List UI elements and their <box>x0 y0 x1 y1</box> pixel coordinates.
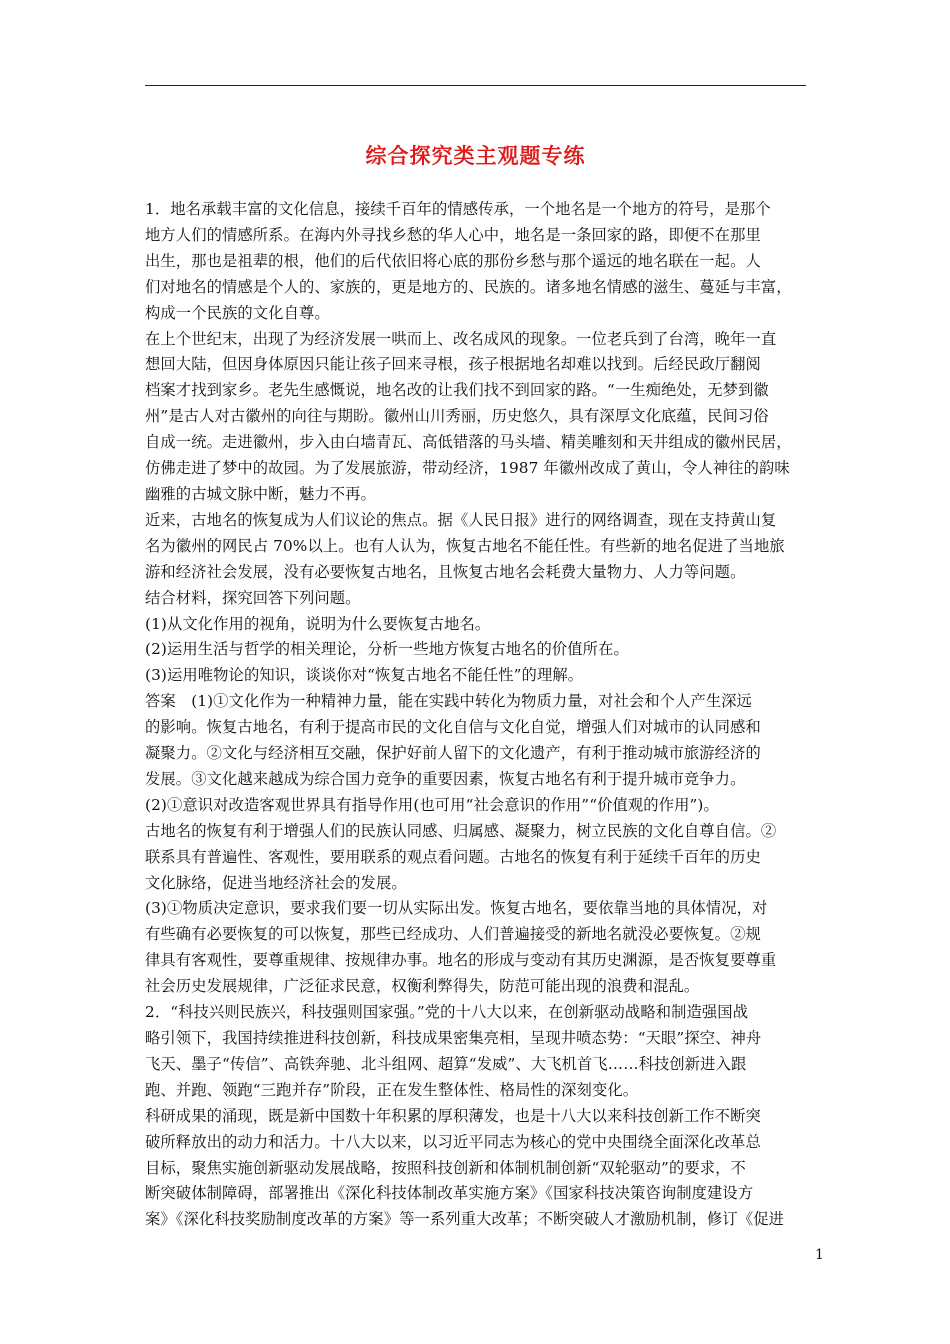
text-line: 地方人们的情感所系。在海内外寻找乡愁的华人心中，地名是一条回家的路，即便不在那里 <box>145 225 761 244</box>
text-line: 出生，那也是祖辈的根，他们的后代依旧将心底的那份乡愁与那个遥远的地名联在一起。人 <box>145 251 761 270</box>
text-line: 1．地名承载丰富的文化信息，接续千百年的情感传承，一个地名是一个地方的符号，是那个 <box>145 200 771 218</box>
text-line: 自成一统。走进徽州，步入由白墙青瓦、高低错落的马头墙、精美雕刻和天井组成的徽州民居， <box>145 433 792 452</box>
text-line: 的影响。恢复古地名，有利于提高市民的文化自信与文化自觉，增强人们对城市的认同感和 <box>145 718 761 737</box>
document-title: 综合探究类主观题专练 <box>365 143 586 168</box>
text-line: (3)①物质决定意识，要求我们要一切从实际出发。恢复古地名，要依靠当地的具体情况，对 <box>145 899 768 918</box>
text-line: 案》《深化科技奖励制度改革的方案》等一系列重大改革；不断突破人才激励机制，修订《促进 <box>145 1210 785 1229</box>
page-number: 1 <box>815 1247 824 1263</box>
text-line: 社会历史发展规律，广泛征求民意，权衡利弊得失，防范可能出现的浪费和混乱。 <box>145 977 700 996</box>
text-line: 想回大陆，但因身体原因只能让孩子回来寻根，孩子根据地名却难以找到。后经民政厅翻阅 <box>145 355 761 374</box>
text-line: 游和经济社会发展，没有必要恢复古地名，且恢复古地名会耗费大量物力、人力等问题。 <box>145 562 746 581</box>
text-line: 名为徽州的网民占 70%以上。也有人认为，恢复古地名不能任性。有些新的地名促进了当地旅 <box>145 536 785 555</box>
text-line: 发展。③文化越来越成为综合国力竞争的重要因素，恢复古地名有利于提升城市竞争力。 <box>145 769 746 788</box>
text-line: 科研成果的涌现，既是新中国数十年积累的厚积薄发，也是十八大以来科技创新工作不断突 <box>145 1106 761 1125</box>
text-line: 飞天、墨子“传信”、高铁奔驰、北斗组网、超算“发威”、大飞机首飞……科技创新进入跟 <box>145 1054 747 1073</box>
text-line: 结合材料，探究回答下列问题。 <box>145 588 361 607</box>
text-line: 律具有客观性，要尊重规律、按规律办事。地名的形成与变动有其历史渊源，是否恢复要尊重 <box>145 951 777 970</box>
text-line: 略引领下，我国持续推进科技创新，科技成果密集亮相，呈现井喷态势：“天眼”探空、神舟 <box>145 1029 762 1047</box>
text-line: 州”是古人对古徽州的向往与期盼。徽州山川秀丽，历史悠久，具有深厚文化底蕴，民间习俗 <box>145 407 769 426</box>
text-line: (2)运用生活与哲学的相关理论，分析一些地方恢复古地名的价值所在。 <box>145 640 629 659</box>
document-body <box>145 197 810 1233</box>
text-line: 目标，聚焦实施创新驱动发展战略，按照科技创新和体制机制创新“双轮驱动”的要求，不 <box>145 1158 746 1177</box>
text-line: 档案才找到家乡。老先生感慨说，地名改的让我们找不到回家的路。“一生痴绝处，无梦到徽 <box>145 381 769 400</box>
text-line: 在上个世纪末，出现了为经济发展一哄而上、改名成风的现象。一位老兵到了台湾，晚年一直 <box>145 329 777 348</box>
text-line: 2．“科技兴则民族兴，科技强则国家强。”党的十八大以来，在创新驱动战略和制造强国战 <box>145 1003 749 1022</box>
text-line: 们对地名的情感是个人的、家族的，更是地方的、民族的。诸多地名情感的滋生、蔓延与丰富， <box>145 277 792 296</box>
text-line: 古地名的恢复有利于增强人们的民族认同感、归属感、凝聚力，树立民族的文化自尊自信。② <box>145 821 777 840</box>
text-line: 幽雅的古城文脉中断，魅力不再。 <box>145 484 376 503</box>
text-line: 有些确有必要恢复的可以恢复，那些已经成功、人们普遍接受的新地名就没必要恢复。②规 <box>145 925 761 944</box>
text-line: 跑、并跑、领跑“三跑并存”阶段，正在发生整体性、格局性的深刻变化。 <box>145 1080 639 1099</box>
text-line: 文化脉络，促进当地经济社会的发展。 <box>145 873 407 892</box>
text-line: 近来，古地名的恢复成为人们议论的焦点。据《人民日报》进行的网络调查，现在支持黄山复 <box>145 510 777 529</box>
text-line: 答案 (1)①文化作为一种精神力量，能在实践中转化为物质力量，对社会和个人产生深远 <box>145 692 753 711</box>
text-line: 破所释放出的动力和活力。十八大以来，以习近平同志为核心的党中央围绕全面深化改革总 <box>145 1132 761 1151</box>
text-line: (3)运用唯物论的知识，谈谈你对“恢复古地名不能任性”的理解。 <box>145 666 584 685</box>
text-line: 仿佛走进了梦中的故园。为了发展旅游，带动经济，1987 年徽州改成了黄山，令人神往的韵味 <box>145 459 790 478</box>
text-line: 联系具有普遍性、客观性，要用联系的观点看问题。古地名的恢复有利于延续千百年的历史 <box>145 847 761 866</box>
text-line: 凝聚力。②文化与经济相互交融，保护好前人留下的文化遗产，有利于推动城市旅游经济的 <box>145 744 761 763</box>
text-line: 断突破体制障碍，部署推出《深化科技体制改革实施方案》《国家科技决策咨询制度建设方 <box>145 1184 754 1203</box>
header-rule <box>145 85 806 86</box>
text-line: (2)①意识对改造客观世界具有指导作用(也可用“社会意识的作用”“价值观的作用”)。 <box>145 795 719 814</box>
text-line: 构成一个民族的文化自尊。 <box>145 303 330 322</box>
text-line: (1)从文化作用的视角，说明为什么要恢复古地名。 <box>145 614 491 633</box>
